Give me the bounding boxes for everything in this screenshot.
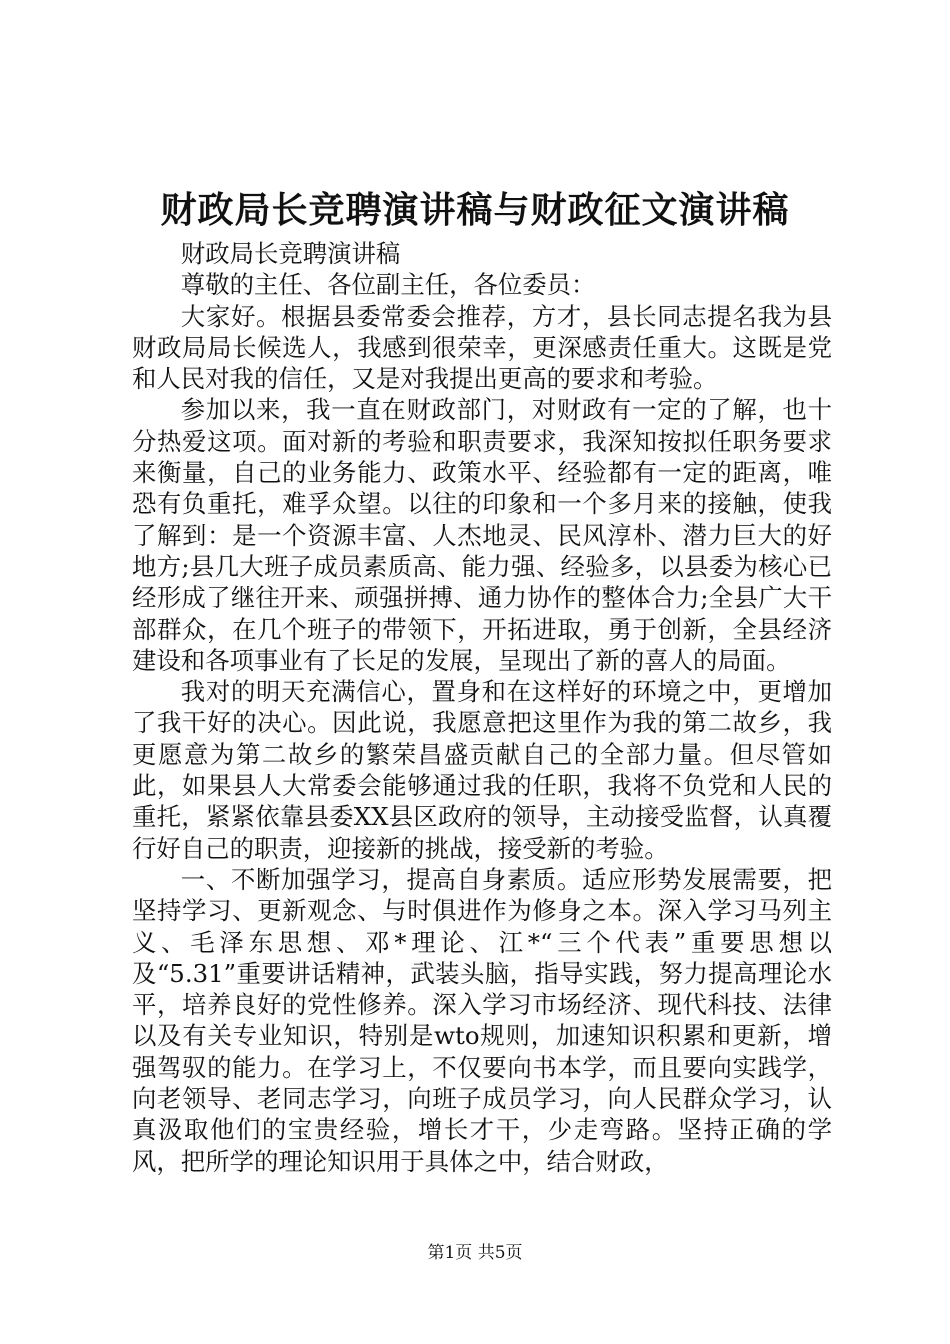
- paragraph-subtitle: 财政局长竞聘演讲稿: [180, 239, 401, 268]
- page-number-footer: 第1页 共5页: [427, 1243, 523, 1263]
- document-body: [132, 238, 832, 1177]
- paragraph-salutation: 尊敬的主任、各位副主任，各位委员：: [180, 270, 596, 300]
- paragraph: 参加以来，我一直在财政部门，对财政有一定的了解，也十分热爱这项。面对新的考验和职责要求，我深知按拟任职务要求来衡量，自己的业务能力、政策水平、经验都有一定的距离，唯恐有负重托，难孚众望。以往的印象和一个多月来的接触，使我了解到：是一个资源丰富、人杰地灵、民风淳朴、潜力巨大的好地方;县几大班子成员素质高、能力强、经验多，以县委为核心已经形成了继往开来、顽强拼搏、通力协作的整体合力;全县广大干部群众，在几个班子的带领下，开拓进取，勇于创新，全县经济建设和各项事业有了长足的发展，呈现出了新的喜人的局面。: [132, 395, 832, 675]
- paragraph: 大家好。根据县委常委会推荐，方才，县长同志提名我为县财政局局长候选人，我感到很荣幸，更深感责任重大。这既是党和人民对我的信任，又是对我提出更高的要求和考验。: [132, 301, 832, 394]
- document-title: 财政局长竞聘演讲稿与财政征文演讲稿: [160, 189, 790, 231]
- paragraph: 一、不断加强学习，提高自身素质。适应形势发展需要，把坚持学习、更新观念、与时俱进作为修身之本。深入学习马列主义、毛泽东思想、邓*理论、江*“三个代表”重要思想以及“5.31”重要讲话精神，武装头脑，指导实践，努力提高理论水平，培养良好的党性修养。深入学习市场经济、现代科技、法律以及有关专业知识，特别是wto规则，加速知识积累和更新，增强驾驭的能力。在学习上，不仅要向书本学，而且要向实践学，向老领导、老同志学习，向班子成员学习，向人民群众学习，认真汲取他们的宝贵经验，增长才干，少走弯路。坚持正确的学风，把所学的理论知识用于具体之中，结合财政，: [132, 864, 832, 1176]
- paragraph: 我对的明天充满信心，置身和在这样好的环境之中，更增加了我干好的决心。因此说，我愿意把这里作为我的第二故乡，我更愿意为第二故乡的繁荣昌盛贡献自己的全部力量。但尽管如此，如果县人大常委会能够通过我的任职，我将不负党和人民的重托，紧紧依靠县委XX县区政府的领导，主动接受监督，认真覆行好自己的职责，迎接新的挑战，接受新的考验。: [132, 677, 832, 863]
